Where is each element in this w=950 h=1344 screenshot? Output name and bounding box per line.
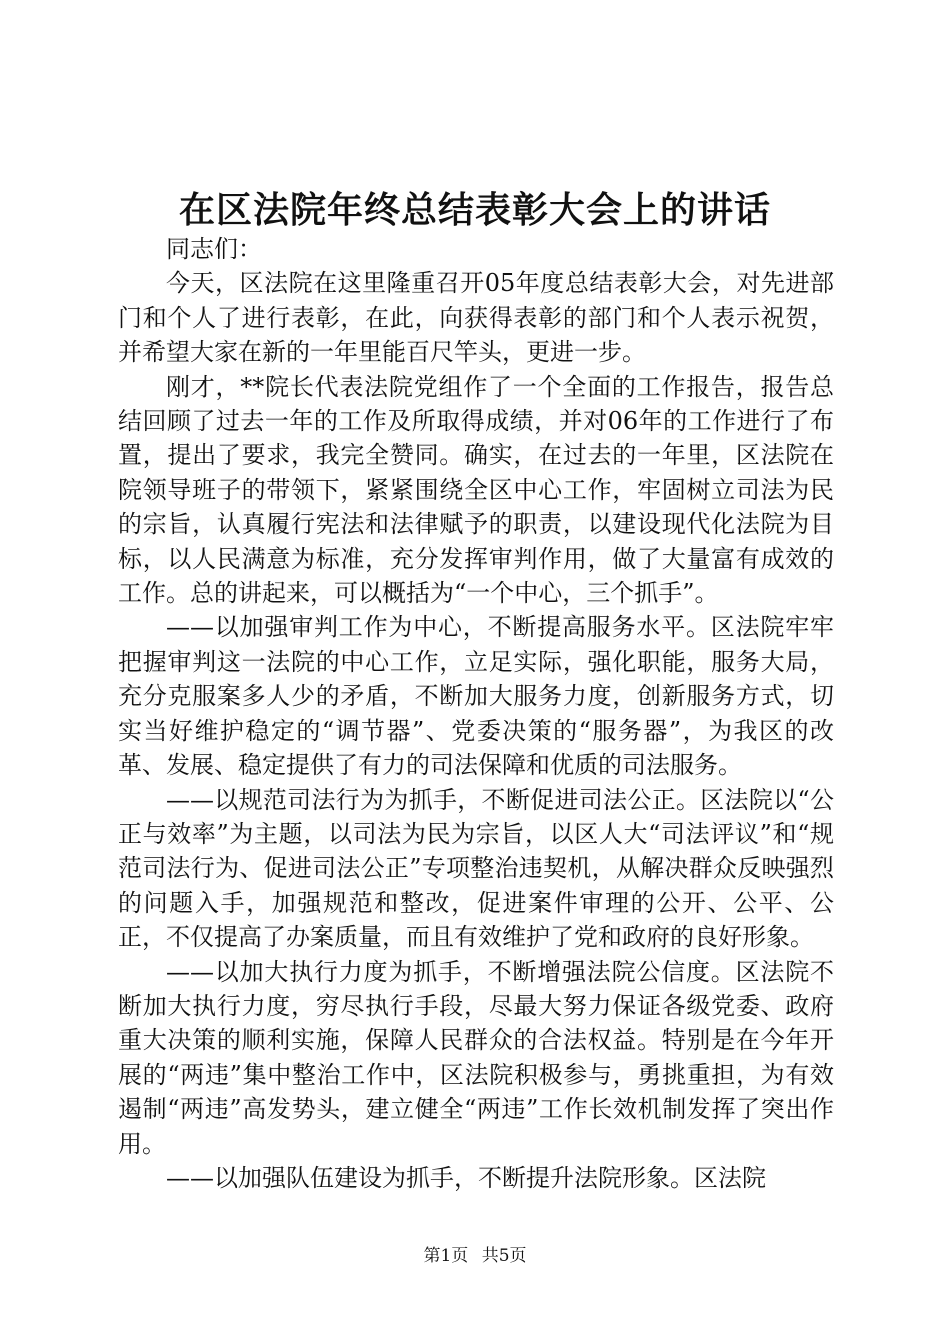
paragraph: ——以加强审判工作为中心，不断提高服务水平。区法院牢牢把握审判这一法院的中心工作，立足实际，强化职能，服务大局，充分克服案多人少的矛盾，不断加大服务力度，创新服务方式，切实当好维护稳定的“调节器”、党委决策的“服务器”，为我区的改革、发展、稳定提供了有力的司法保障和优质的司法服务。 — [118, 613, 834, 780]
page-number: 第1页 — [423, 1246, 469, 1266]
paragraph: ——以规范司法行为为抓手，不断促进司法公正。区法院以“公正与效率”为主题，以司法为民为宗旨，以区人大“司法评议”和“规范司法行为、促进司法公正”专项整治违契机，从解决群众反映强烈的问题入手，加强规范和整改，促进案件审理的公开、公平、公正，不仅提高了办案质量，而且有效维护了党和政府的良好形象。 — [118, 785, 834, 952]
paragraph: ——以加大执行力度为抓手，不断增强法院公信度。区法院不断加大执行力度，穷尽执行手段，尽最大努力保证各级党委、政府重大决策的顺利实施，保障人民群众的合法权益。特别是在今年开展的“两违”集中整治工作中，区法院积极参与，勇挑重担，为有效遏制“两违”高发势头，建立健全“两违”工作长效机制发挥了突出作用。 — [118, 957, 834, 1158]
page-total: 共5页 — [481, 1246, 527, 1266]
paragraph: ——以加强队伍建设为抓手，不断提升法院形象。区法院 — [166, 1163, 766, 1192]
page-footer — [0, 1244, 950, 1268]
document-body — [118, 232, 834, 1195]
paragraph: 今天，区法院在这里隆重召开05年度总结表彰大会，对先进部门和个人了进行表彰，在此，向获得表彰的部门和个人表示祝贺，并希望大家在新的一年里能百尺竿头，更进一步。 — [118, 269, 834, 367]
document-title: 在区法院年终总结表彰大会上的讲话 — [178, 189, 771, 231]
paragraph: 刚才，**院长代表法院党组作了一个全面的工作报告，报告总结回顾了过去一年的工作及所取得成绩，并对06年的工作进行了布置，提出了要求，我完全赞同。确实，在过去的一年里，区法院在院领导班子的带领下，紧紧围绕全区中心工作，牢固树立司法为民的宗旨，认真履行宪法和法律赋予的职责，以建设现代化法院为目标，以人民满意为标准，充分发挥审判作用，做了大量富有成效的工作。总的讲起来，可以概括为“一个中心，三个抓手”。 — [118, 372, 834, 608]
paragraph-salutation: 同志们： — [166, 235, 262, 263]
